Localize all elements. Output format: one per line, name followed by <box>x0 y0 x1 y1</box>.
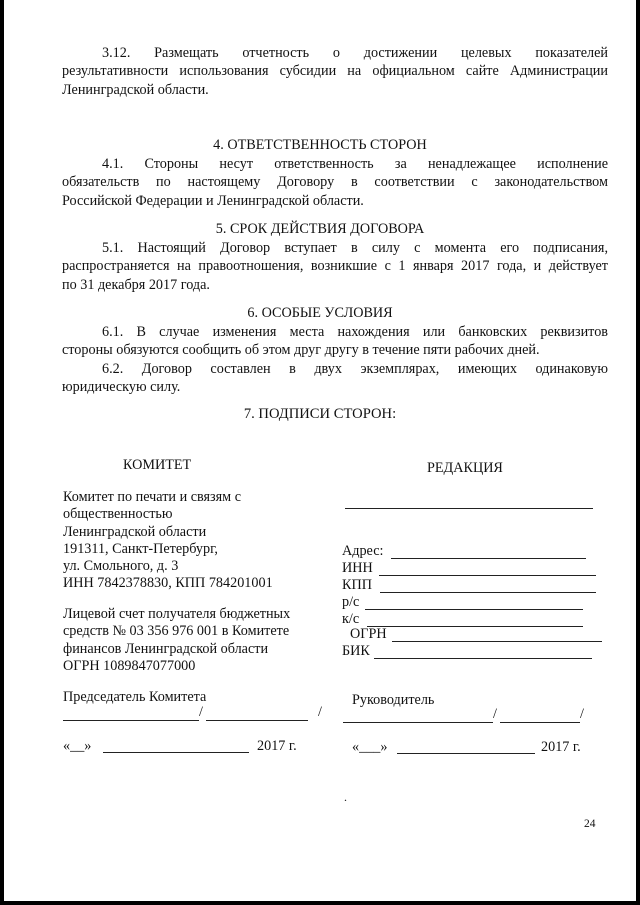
clause-3-12-line: результативности использования субсидии на официальном сайте Администрации <box>62 63 608 80</box>
section-4-title: 4. ОТВЕТСТВЕННОСТЬ СТОРОН <box>213 137 427 153</box>
clause-5-1-line: по 31 декабря 2017 года. <box>62 276 210 293</box>
left-date-year: 2017 г. <box>257 738 297 754</box>
clause-6-1-line: 6.1. В случае изменения места нахождения или банковских реквизитов <box>102 324 608 340</box>
rs-line <box>365 609 583 610</box>
clause-4-1 <box>62 155 608 210</box>
account-line: финансов Ленинградской области <box>63 640 269 657</box>
kpp-line <box>380 592 596 593</box>
inn-line <box>379 575 596 576</box>
section-5-title: 5. СРОК ДЕЙСТВИЯ ДОГОВОРА <box>215 221 425 237</box>
committee-line: Комитет по печати и связям с <box>63 489 241 505</box>
ks-line <box>367 626 583 627</box>
clause-6-1-line: стороны обязуются сообщить об этом друг другу в течение пяти рабочих дней. <box>62 342 540 359</box>
committee-line: Ленинградской области <box>63 523 207 540</box>
bik-label: БИК <box>342 643 370 659</box>
inn-label: ИНН <box>342 560 373 576</box>
right-signature-slash: / <box>580 706 584 722</box>
kpp-label: КПП <box>342 577 372 593</box>
committee-line: общественностью <box>63 506 173 523</box>
committee-details <box>63 489 273 593</box>
committee-line: ИНН 7842378830, КПП 784201001 <box>63 575 273 592</box>
left-name-line <box>206 720 308 721</box>
account-line: Лицевой счет получателя бюджетных <box>63 606 291 622</box>
clause-6-2 <box>62 360 608 397</box>
bik-line <box>374 658 592 659</box>
scan-edge-bottom <box>0 901 640 905</box>
address-label: Адрес: <box>342 543 384 559</box>
ogrn-label: ОГРН <box>350 626 387 642</box>
committee-line: 191311, Санкт-Петербург, <box>63 540 218 557</box>
left-date-line <box>103 752 249 753</box>
clause-3-12-line: 3.12. Размещать отчетность о достижении целевых показателей <box>102 45 608 61</box>
section-7-title: 7. ПОДПИСИ СТОРОН: <box>243 406 397 422</box>
clause-3-12 <box>62 44 608 99</box>
right-party-heading: РЕДАКЦИЯ <box>427 460 503 476</box>
ks-label: к/с <box>342 611 360 627</box>
right-date-year: 2017 г. <box>541 739 581 755</box>
rs-label: р/с <box>342 594 360 610</box>
left-signature-slash: / <box>318 704 322 720</box>
address-line <box>391 558 586 559</box>
scan-edge-right <box>636 0 640 905</box>
clause-5-1-line: 5.1. Настоящий Договор вступает в силу с момента его подписания, <box>102 240 608 256</box>
right-name-line <box>500 722 580 723</box>
account-line: средств № 03 356 976 001 в Комитете <box>63 623 290 640</box>
left-date-day: «__» <box>63 738 92 754</box>
right-signature-slash: / <box>493 706 497 722</box>
committee-line: ул. Смольного, д. 3 <box>63 558 179 575</box>
left-signature-slash: / <box>199 704 203 720</box>
scan-edge-left <box>0 0 4 905</box>
clause-6-1 <box>62 323 608 360</box>
account-line: ОГРН 1089847077000 <box>63 657 196 674</box>
right-date-day: «___» <box>352 739 388 755</box>
clause-4-1-line: обязательств по настоящему Договору в соответствии с законодательством <box>62 174 608 191</box>
section-6-title: 6. ОСОБЫЕ УСЛОВИЯ <box>247 305 393 321</box>
clause-3-12-line: Ленинградской области. <box>62 81 209 98</box>
stray-mark: . <box>344 790 347 804</box>
right-date-line <box>397 753 535 754</box>
right-signer-title: Руководитель <box>352 692 435 708</box>
clause-6-2-line: юридическую силу. <box>62 379 181 396</box>
ogrn-line <box>392 641 602 642</box>
committee-account <box>63 606 290 675</box>
left-signature-line <box>63 720 199 721</box>
left-signer-title: Председатель Комитета <box>63 689 207 705</box>
clause-5-1-line: распространяется на правоотношения, возникшие с 1 января 2017 года, и действует <box>62 258 608 275</box>
page-number: 24 <box>584 818 596 830</box>
clause-6-2-line: 6.2. Договор составлен в двух экземплярах, имеющих одинаковую <box>102 361 608 377</box>
clause-4-1-line: 4.1. Стороны несут ответственность за ненадлежащее исполнение <box>102 156 608 172</box>
clause-4-1-line: Российской Федерации и Ленинградской области. <box>62 192 364 209</box>
clause-5-1 <box>62 239 608 294</box>
right-signature-line <box>343 722 493 723</box>
left-party-heading: КОМИТЕТ <box>123 457 192 473</box>
editorial-name-line <box>345 508 593 509</box>
